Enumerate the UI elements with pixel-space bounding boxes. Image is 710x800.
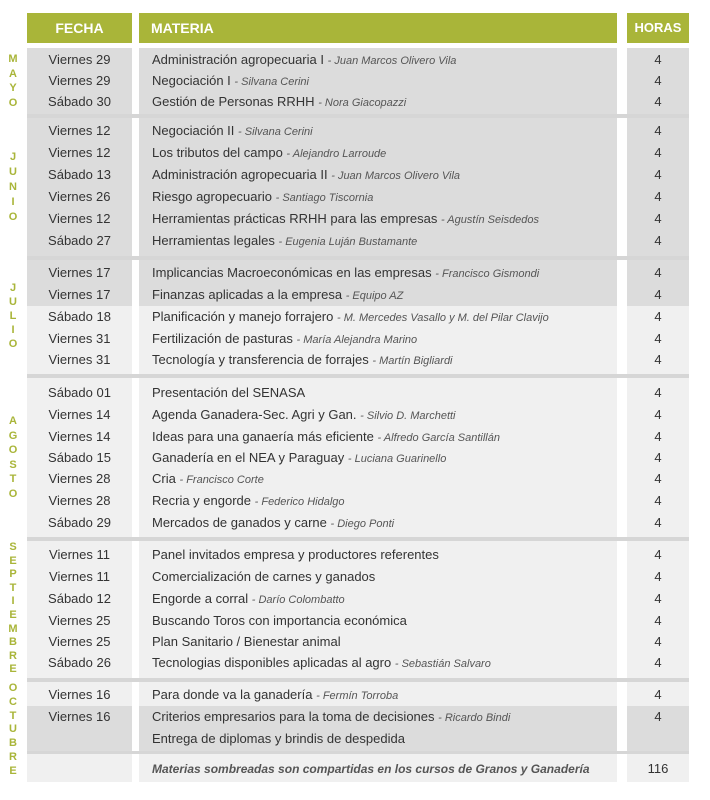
fecha-cell: Viernes 16 bbox=[48, 687, 111, 702]
horas-cell: 4 bbox=[654, 569, 662, 584]
materia-cell: Implicancias Macroeconómicas en las empresas - Francisco Gismondi bbox=[152, 265, 540, 280]
horas-cell: 4 bbox=[654, 687, 662, 702]
fecha-cell: Viernes 12 bbox=[48, 145, 111, 160]
horas-cell: 4 bbox=[654, 591, 662, 606]
header-materia: MATERIA bbox=[139, 13, 617, 43]
fecha-cell: Sábado 13 bbox=[48, 167, 111, 182]
fecha-cell: Sábado 30 bbox=[48, 94, 111, 109]
footer-bg bbox=[27, 754, 132, 782]
fecha-cell: Viernes 26 bbox=[48, 189, 111, 204]
horas-cell: 4 bbox=[654, 493, 662, 508]
horas-cell: 4 bbox=[654, 167, 662, 182]
fecha-cell: Sábado 01 bbox=[48, 385, 111, 400]
fecha-cell: Viernes 29 bbox=[48, 73, 111, 88]
materia-cell: Engorde a corral - Darío Colombatto bbox=[152, 591, 345, 606]
materia-cell: Comercialización de carnes y ganados bbox=[152, 569, 376, 584]
materia-cell: Entrega de diplomas y brindis de despedida bbox=[152, 731, 405, 746]
materia-cell: Presentación del SENASA bbox=[152, 385, 306, 400]
horas-cell: 4 bbox=[654, 450, 662, 465]
materia-cell: Planificación y manejo forrajero - M. Mercedes Vasallo y M. del Pilar Clavijo bbox=[152, 309, 549, 324]
fecha-cell: Viernes 12 bbox=[48, 211, 111, 226]
month-label-mayo: M A Y O bbox=[8, 53, 18, 109]
materia-cell: Gestión de Personas RRHH - Nora Giacopazzi bbox=[152, 94, 407, 109]
fecha-cell: Sábado 18 bbox=[48, 309, 111, 324]
horas-cell: 4 bbox=[654, 429, 662, 444]
fecha-cell: Viernes 11 bbox=[49, 569, 110, 584]
materia-cell: Fertilización de pasturas - María Alejandra Marino bbox=[152, 331, 418, 346]
fecha-cell: Viernes 25 bbox=[48, 613, 111, 628]
materia-cell: Para donde va la ganadería - Fermín Torroba bbox=[152, 687, 399, 702]
horas-cell: 4 bbox=[654, 547, 662, 562]
fecha-cell: Viernes 14 bbox=[48, 407, 111, 422]
materia-cell: Los tributos del campo - Alejandro Larroude bbox=[152, 145, 387, 160]
materia-cell: Cria - Francisco Corte bbox=[152, 471, 264, 486]
materia-cell: Herramientas legales - Eugenia Luján Bustamante bbox=[152, 233, 418, 248]
horas-cell: 4 bbox=[654, 94, 662, 109]
materia-cell: Administración agropecuaria II - Juan Marcos Olivero Vila bbox=[152, 167, 461, 182]
materia-cell: Recria y engorde - Federico Hidalgo bbox=[152, 493, 345, 508]
materia-cell: Negociación II - Silvana Cerini bbox=[152, 123, 313, 138]
horas-cell: 4 bbox=[654, 471, 662, 486]
fecha-cell: Viernes 11 bbox=[49, 547, 110, 562]
fecha-cell: Viernes 29 bbox=[48, 52, 111, 67]
fecha-cell: Viernes 31 bbox=[48, 331, 111, 346]
header-horas: HORAS bbox=[627, 13, 689, 43]
fecha-cell: Viernes 28 bbox=[48, 493, 111, 508]
horas-cell: 4 bbox=[654, 233, 662, 248]
materia-cell: Criterios empresarios para la toma de decisiones - Ricardo Bindi bbox=[152, 709, 511, 724]
fecha-cell: Sábado 27 bbox=[48, 233, 111, 248]
fecha-cell: Viernes 17 bbox=[48, 287, 111, 302]
materia-cell: Panel invitados empresa y productores referentes bbox=[152, 547, 439, 562]
horas-cell: 4 bbox=[654, 309, 662, 324]
horas-cell: 4 bbox=[654, 709, 662, 724]
materia-cell: Tecnologias disponibles aplicadas al agro - Sebastián Salvaro bbox=[152, 655, 491, 670]
horas-cell: 4 bbox=[654, 385, 662, 400]
horas-cell: 4 bbox=[654, 613, 662, 628]
month-label-agosto: A G O S T O bbox=[8, 415, 18, 500]
materia-cell: Riesgo agropecuario - Santiago Tiscornia bbox=[152, 189, 374, 204]
fecha-cell: Viernes 25 bbox=[48, 634, 111, 649]
horas-cell: 4 bbox=[654, 287, 662, 302]
month-label-octubre: O C T U B R E bbox=[8, 682, 18, 777]
horas-cell: 4 bbox=[654, 73, 662, 88]
fecha-cell: Sábado 26 bbox=[48, 655, 111, 670]
horas-cell: 4 bbox=[654, 331, 662, 346]
horas-cell: 4 bbox=[654, 515, 662, 530]
materia-cell: Plan Sanitario / Bienestar animal bbox=[152, 634, 341, 649]
horas-cell: 4 bbox=[654, 211, 662, 226]
horas-cell: 4 bbox=[654, 634, 662, 649]
horas-cell: 4 bbox=[654, 145, 662, 160]
fecha-cell: Sábado 15 bbox=[48, 450, 111, 465]
horas-cell: 4 bbox=[654, 52, 662, 67]
month-label-junio: J U N I O bbox=[8, 151, 18, 223]
footer-note: Materias sombreadas son compartidas en los cursos de Granos y Ganadería bbox=[152, 762, 590, 776]
materia-cell: Buscando Toros con importancia económica bbox=[152, 613, 407, 628]
materia-cell: Finanzas aplicadas a la empresa - Equipo AZ bbox=[152, 287, 404, 302]
fecha-cell: Sábado 29 bbox=[48, 515, 111, 530]
horas-cell: 4 bbox=[654, 655, 662, 670]
horas-cell: 4 bbox=[654, 189, 662, 204]
total-hours: 116 bbox=[647, 761, 669, 776]
materia-cell: Ganadería en el NEA y Paraguay - Luciana Guarinello bbox=[152, 450, 447, 465]
horas-cell: 4 bbox=[654, 265, 662, 280]
materia-cell: Agenda Ganadera-Sec. Agri y Gan. - Silvio D. Marchetti bbox=[152, 407, 456, 422]
fecha-cell: Viernes 28 bbox=[48, 471, 111, 486]
materia-cell: Administración agropecuaria I - Juan Marcos Olivero Vila bbox=[152, 52, 457, 67]
month-label-julio: J U L I O bbox=[8, 282, 18, 350]
fecha-cell: Viernes 14 bbox=[48, 429, 111, 444]
fecha-cell: Viernes 31 bbox=[48, 352, 111, 367]
materia-cell: Herramientas prácticas RRHH para las empresas - Agustín Seisdedos bbox=[152, 211, 540, 226]
materia-cell: Tecnología y transferencia de forrajes - Martín Bigliardi bbox=[152, 352, 453, 367]
fecha-cell: Viernes 16 bbox=[48, 709, 111, 724]
horas-cell: 4 bbox=[654, 407, 662, 422]
header-fecha: FECHA bbox=[27, 13, 132, 43]
materia-cell: Negociación I - Silvana Cerini bbox=[152, 73, 309, 88]
materia-cell: Ideas para una ganaería más eficiente - Alfredo García Santillán bbox=[152, 429, 500, 444]
fecha-cell: Viernes 17 bbox=[48, 265, 111, 280]
fecha-cell: Sábado 12 bbox=[48, 591, 111, 606]
horas-cell: 4 bbox=[654, 123, 662, 138]
horas-cell: 4 bbox=[654, 352, 662, 367]
fecha-cell: Viernes 12 bbox=[48, 123, 111, 138]
month-label-septiembre: S E P T I E M B R E bbox=[8, 541, 18, 676]
materia-cell: Mercados de ganados y carne - Diego Ponti bbox=[152, 515, 395, 530]
